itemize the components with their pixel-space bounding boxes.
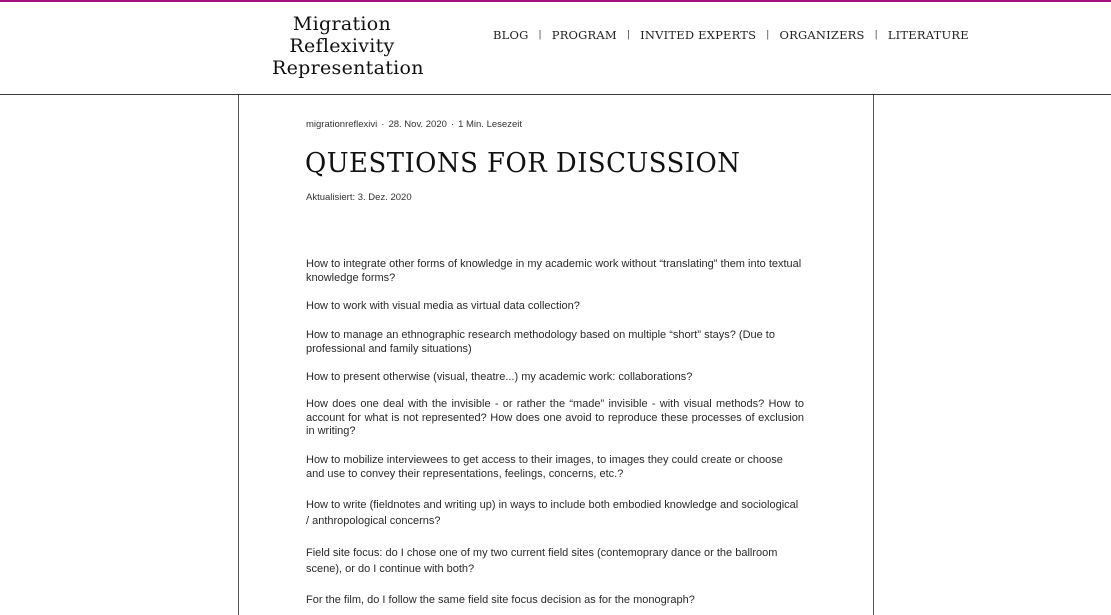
- post-updated: Aktualisiert: 3. Dez. 2020: [306, 192, 412, 203]
- nav-separator: |: [538, 30, 542, 40]
- post-author[interactable]: migrationreflexivi: [306, 119, 378, 130]
- post-date: 28. Nov. 2020: [388, 119, 447, 130]
- question-paragraph: How to present otherwise (visual, theatre...) my academic work: collaborations?: [306, 371, 693, 383]
- meta-separator: ·: [381, 119, 385, 130]
- nav-item-invited-experts[interactable]: INVITED EXPERTS: [640, 28, 757, 42]
- logo-line: Reflexivity: [289, 35, 395, 57]
- nav-separator: |: [874, 30, 878, 40]
- question-paragraph: How to write (fieldnotes and writing up) in ways to include both embodied knowledge and sociological / anthropological concerns?: [306, 499, 799, 527]
- nav-separator: |: [766, 30, 770, 40]
- meta-separator: ·: [450, 119, 455, 130]
- site-logo[interactable]: [272, 13, 424, 79]
- question-paragraph: How to integrate other forms of knowledge in my academic work without “translating” them into textual knowledge forms?: [306, 258, 802, 284]
- logo-line: Migration: [292, 13, 392, 35]
- question-paragraph: How to manage an ethnographic research methodology based on multiple “short” stays? (Due to professional and family situations): [306, 329, 775, 355]
- logo-line: Representation: [272, 57, 424, 79]
- post-read-time: 1 Min. Lesezeit: [458, 119, 522, 130]
- site-header: [0, 2, 1111, 94]
- main-nav: [486, 28, 976, 42]
- post-meta: [306, 119, 522, 130]
- nav-item-organizers[interactable]: ORGANIZERS: [779, 28, 865, 42]
- post-title: QUESTIONS FOR DISCUSSION: [305, 148, 741, 179]
- question-paragraph: How to work with visual media as virtual data collection?: [306, 300, 580, 312]
- question-paragraph: How does one deal with the invisible - or rather the “made” invisible - with visual methods? How to account for what is not represented? How does one avoid to reproduce these processes of exclusion in writing?: [306, 398, 804, 437]
- question-paragraph: Field site focus: do I chose one of my two current field sites (contemoprary dance or the ballroom scene), or do I continue with both?: [306, 547, 778, 575]
- nav-separator: |: [626, 30, 631, 40]
- question-paragraph: How to mobilize interviewees to get access to their images, to images they could create or choose and use to convey their representations, feelings, concerns, etc.?: [306, 454, 783, 480]
- nav-item-blog[interactable]: BLOG: [493, 28, 529, 42]
- question-paragraph: For the film, do I follow the same field site focus decision as for the monograph?: [306, 594, 695, 606]
- nav-item-program[interactable]: PROGRAM: [551, 28, 617, 42]
- nav-item-literature[interactable]: LITERATURE: [887, 28, 969, 42]
